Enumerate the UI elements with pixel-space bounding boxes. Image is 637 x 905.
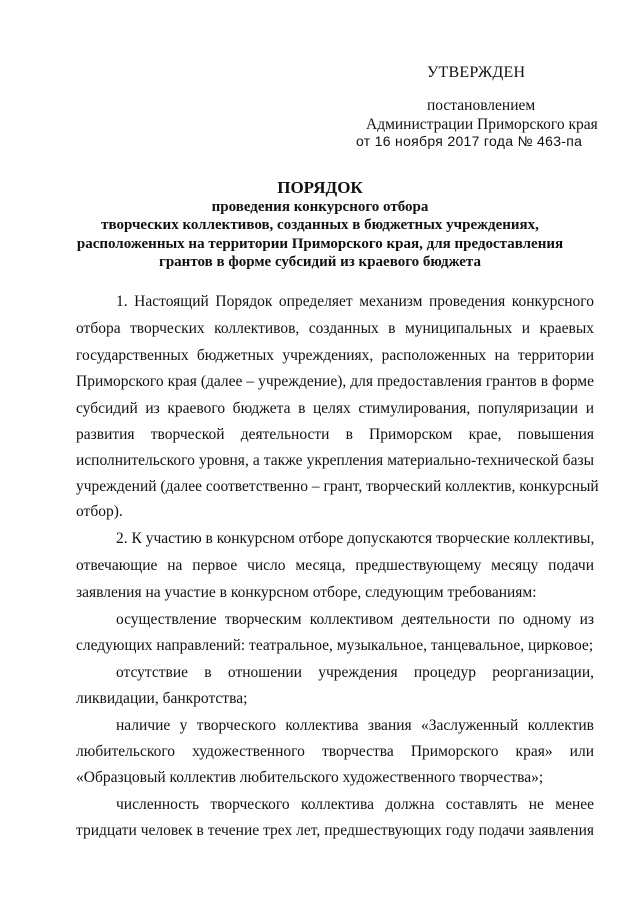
paragraph-2-line: 2. К участию в конкурсном отборе допускаются творческие коллективы, xyxy=(116,530,595,547)
requirement-3-line: наличие у творческого коллектива звания «Заслуженный коллектив xyxy=(116,717,594,734)
paragraph-2-line: заявления на участие в конкурсном отборе, следующим требованиям: xyxy=(76,584,537,601)
paragraph-1-line: развития творческой деятельности в Приморском крае, повышения xyxy=(76,426,594,443)
paragraph-1-line: отбора творческих коллективов, созданных в муниципальных и краевых xyxy=(76,320,594,337)
paragraph-1-line: отбор). xyxy=(76,503,123,520)
requirement-4-line: численность творческого коллектива должна составлять не менее xyxy=(116,796,594,813)
paragraph-1-line: учреждений (далее соответственно – грант, творческий коллектив, конкурсный xyxy=(76,478,599,495)
requirement-2-line: ликвидации, банкротства; xyxy=(76,690,248,707)
requirement-3-line: любительского художественного творчества Приморского края» или xyxy=(76,743,594,760)
approval-line-decree: постановлением xyxy=(427,97,536,114)
requirement-1-line: осуществление творческим коллективом деятельности по одному из xyxy=(116,611,594,628)
paragraph-1-line: субсидий из краевого бюджета в целях стимулирования, популяризации и xyxy=(76,400,594,417)
paragraph-2-line: отвечающие на первое число месяца, предшествующему месяцу подачи xyxy=(76,557,594,574)
paragraph-1-line: 1. Настоящий Порядок определяет механизм проведения конкурсного xyxy=(116,293,594,310)
requirement-4-line: тридцати человек в течение трех лет, предшествующих году подачи заявления xyxy=(76,822,594,839)
heading-line: грантов в форме субсидий из краевого бюджета xyxy=(159,254,481,270)
paragraph-1-line: Приморского края (далее – учреждение), для предоставления грантов в форме xyxy=(76,373,594,390)
paragraph-1-line: государственных бюджетных учреждениях, расположенных на территории xyxy=(76,347,594,364)
approval-title: УТВЕРЖДЕН xyxy=(427,64,526,81)
requirement-3-line: «Образцовый коллектив любительского художественного творчества»; xyxy=(76,769,544,786)
paragraph-1-line: исполнительского уровня, а также укрепления материально-технической базы xyxy=(76,452,594,469)
requirement-1-line: следующих направлений: театральное, музыкальное, танцевальное, цирковое; xyxy=(76,637,594,654)
approval-line-date: от 16 ноября 2017 года № 463-па xyxy=(356,133,583,149)
heading-line: расположенных на территории Приморского края, для предоставления xyxy=(76,236,564,252)
approval-line-administration: Администрации Приморского края xyxy=(366,116,598,133)
heading-line: творческих коллективов, созданных в бюджетных учреждениях, xyxy=(101,217,539,233)
heading-line: проведения конкурсного отбора xyxy=(211,199,429,215)
requirement-2-line: отсутствие в отношении учреждения процедур реорганизации, xyxy=(116,664,594,681)
heading-title: ПОРЯДОК xyxy=(277,178,363,197)
